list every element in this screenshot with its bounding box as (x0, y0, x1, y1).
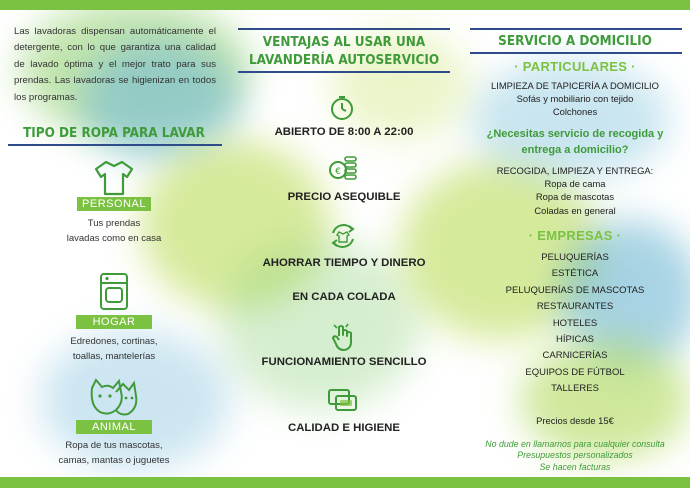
category-desc-line: Ropa de tus mascotas, (65, 440, 163, 451)
category-desc-line: toallas, mantelerías (72, 351, 156, 362)
feature-label-simple: FUNCIONAMIENTO SENCILLO (261, 356, 427, 368)
empresa-item: PELUQUERÍAS (541, 252, 609, 263)
bottom-bar (0, 477, 690, 488)
advantages-title-line: VENTAJAS AL USAR UNA (262, 35, 426, 50)
left-column (0, 10, 228, 477)
category-desc-line: camas, mantas o juguetes (58, 455, 170, 466)
title-overline (238, 28, 450, 30)
clothes-type-title: TIPO DE ROPA PARA LAVAR (23, 126, 205, 141)
empresa-item: HÍPICAS (555, 334, 594, 346)
coins-icon (328, 153, 358, 186)
home-service-title: SERVICIO A DOMICILIO (498, 34, 652, 49)
particulares-line: Colchones (552, 106, 598, 118)
pickup-line: Coladas en general (534, 204, 616, 216)
contact-notes (460, 439, 690, 473)
middle-column (228, 10, 460, 477)
title-underline (238, 71, 450, 73)
pickup-line: Ropa de mascotas (535, 191, 615, 203)
top-bar (0, 0, 690, 10)
advantages-title-line: LAVANDERÍA AUTOSERVICIO (248, 53, 440, 68)
category-label-animal: ANIMAL (76, 420, 152, 434)
note-line: Presupuestos personalizados (517, 450, 633, 461)
category-desc-hogar (40, 334, 188, 364)
category-label-personal: PERSONAL (77, 197, 151, 211)
feature-label-hours: ABIERTO DE 8:00 A 22:00 (274, 126, 414, 138)
category-desc-animal (34, 438, 194, 468)
hand-tap-icon (330, 322, 356, 357)
pickup-question (460, 126, 690, 158)
right-column (460, 10, 690, 477)
pickup-line: RECOGIDA, LIMPIEZA Y ENTREGA: (496, 165, 654, 176)
empresas-title: · EMPRESAS · (528, 228, 622, 243)
price-text: Precios desde 15€ (536, 415, 614, 426)
recycle-shirt-icon (328, 221, 358, 256)
empresa-item: CARNICERÍAS (542, 350, 608, 362)
empresa-item: PELUQUERÍAS DE MASCOTAS (505, 284, 645, 296)
feature-label-quality: CALIDAD E HIGIENE (287, 422, 400, 434)
note-line: No dude en llamarnos para cualquier consulta (485, 439, 665, 449)
pickup-question-line: entrega a domicilio? (521, 144, 629, 156)
empresa-item: ESTÉTICA (551, 268, 599, 280)
particulares-line: LIMPIEZA DE TAPICERÍA A DOMICILIO (491, 80, 659, 91)
empresa-item: EQUIPOS DE FÚTBOL (525, 366, 625, 378)
title-underline (8, 144, 222, 146)
note-line: Se hacen facturas (539, 461, 611, 472)
empresa-item: TALLERES (551, 383, 599, 395)
feature-label-each-load: EN CADA COLADA (292, 291, 396, 303)
pickup-list (460, 164, 690, 217)
pickup-line: Ropa de cama (544, 178, 606, 190)
empresa-item: HOTELES (552, 317, 598, 329)
category-label-hogar: HOGAR (76, 315, 152, 329)
particulares-list (460, 79, 690, 119)
feature-label-price: PRECIO ASEQUIBLE (287, 191, 401, 203)
particulares-title: · PARTICULARES · (514, 59, 636, 74)
category-desc-personal (40, 216, 188, 246)
advantages-title (228, 34, 460, 70)
card-icon (327, 386, 359, 419)
category-desc-line: Edredones, cortinas, (70, 336, 158, 347)
particulares-line: Sofás y mobiliario con tejido (516, 93, 634, 105)
title-underline (470, 52, 682, 54)
pets-icon (86, 378, 142, 423)
title-overline (470, 28, 682, 30)
washing-machine-icon (98, 272, 130, 317)
intro-text: Las lavadoras dispensan automáticamente el detergente, con lo que garantiza una calidad de lavado óptima y el mejor trato para sus prendas. Las lavadoras se higienizan en todos los programas. (14, 26, 216, 103)
category-desc-line: lavadas como en casa (66, 233, 162, 244)
clock-icon (329, 95, 355, 126)
category-desc-line: Tus prendas (87, 218, 141, 229)
empresa-item: RESTAURANTES (536, 301, 614, 313)
svg-text:€: € (335, 167, 341, 177)
feature-label-save: AHORRAR TIEMPO Y DINERO (262, 257, 426, 269)
pickup-question-line: ¿Necesitas servicio de recogida y (486, 128, 664, 140)
empresas-list (460, 250, 690, 398)
